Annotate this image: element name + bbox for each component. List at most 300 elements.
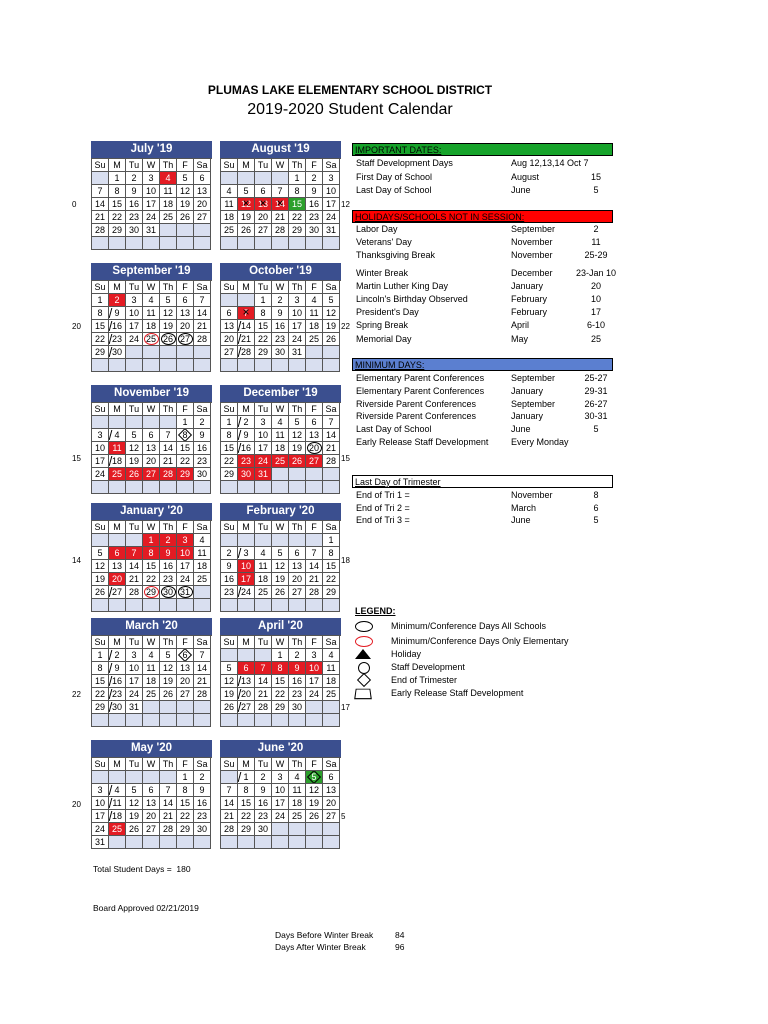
info-row xyxy=(356,490,621,502)
empty-day-cell xyxy=(255,714,272,727)
empty-day-cell xyxy=(177,359,194,372)
month-grid xyxy=(91,520,212,612)
empty-day-cell xyxy=(272,534,289,547)
day-cell: 10 xyxy=(306,662,323,675)
day-cell: 25 xyxy=(109,468,126,481)
day-cell: 15 xyxy=(323,560,340,573)
day-cell: 1 xyxy=(177,416,194,429)
day-cell: 2 xyxy=(194,416,211,429)
day-cell: 18 xyxy=(143,320,160,333)
row-month: June xyxy=(511,424,531,435)
empty-day-cell xyxy=(194,481,211,494)
day-cell: 3 xyxy=(126,649,143,662)
day-cell: 20 xyxy=(238,688,255,701)
empty-day-cell xyxy=(177,237,194,250)
empty-day-cell xyxy=(109,237,126,250)
day-cell: 28 xyxy=(306,586,323,599)
empty-day-cell xyxy=(194,714,211,727)
important-dates-header: IMPORTANT DATES: xyxy=(352,143,613,156)
empty-day-cell xyxy=(109,836,126,849)
day-cell: 16 xyxy=(255,797,272,810)
empty-day-cell xyxy=(323,701,340,714)
info-row xyxy=(356,172,621,184)
weekday-label: F xyxy=(306,758,323,771)
row-month: February xyxy=(511,294,548,304)
day-cell: 19 xyxy=(289,442,306,455)
day-cell: 8 xyxy=(272,662,289,675)
day-cell: 21 xyxy=(306,573,323,586)
day-cell: 12 xyxy=(289,429,306,442)
weekday-label: M xyxy=(109,403,126,416)
day-cell: 20 xyxy=(177,320,194,333)
day-cell: 2 xyxy=(238,416,255,429)
day-cell: 6 xyxy=(238,662,255,675)
day-cell: 27 xyxy=(143,823,160,836)
day-cell: 12 xyxy=(126,797,143,810)
day-cell: 5 xyxy=(126,784,143,797)
day-cell: 17 xyxy=(92,455,109,468)
day-cell: 23 xyxy=(126,211,143,224)
weekday-label: M xyxy=(109,159,126,172)
row-day: 2 xyxy=(593,224,599,234)
weekday-label: W xyxy=(143,159,160,172)
day-cell: 17 xyxy=(126,675,143,688)
row-label: Staff Development Days xyxy=(356,158,453,168)
empty-day-cell xyxy=(323,836,340,849)
day-cell: 20 xyxy=(177,675,194,688)
weekday-label: Su xyxy=(92,159,109,172)
day-cell: 13 xyxy=(323,784,340,797)
empty-day-cell xyxy=(323,346,340,359)
weekday-label: Tu xyxy=(126,636,143,649)
day-cell: 27 xyxy=(143,468,160,481)
month-header: August '19 xyxy=(220,141,341,158)
row-month: September xyxy=(511,224,556,234)
day-cell: 2 xyxy=(221,547,238,560)
empty-day-cell xyxy=(238,359,255,372)
weekday-label: Tu xyxy=(126,403,143,416)
info-row xyxy=(356,268,621,280)
month-day-count: 14 xyxy=(72,556,81,565)
day-cell: 26 xyxy=(126,823,143,836)
day-cell: 29 xyxy=(238,823,255,836)
day-cell: 21 xyxy=(92,211,109,224)
day-cell: 17 xyxy=(126,320,143,333)
day-cell: 1 xyxy=(143,534,160,547)
day-cell: 9 xyxy=(194,429,211,442)
day-cell: 1 xyxy=(255,294,272,307)
legend-label: End of Trimester xyxy=(391,675,458,685)
day-cell: 29 xyxy=(323,586,340,599)
empty-day-cell xyxy=(143,771,160,784)
weekday-label: Th xyxy=(160,403,177,416)
empty-day-cell xyxy=(272,237,289,250)
day-cell: 27 xyxy=(323,810,340,823)
weekday-label: Tu xyxy=(255,403,272,416)
empty-day-cell xyxy=(255,359,272,372)
weekday-label: Th xyxy=(160,636,177,649)
day-cell: 27 xyxy=(221,346,238,359)
month-day-count: 22 xyxy=(341,322,350,331)
day-cell: 26 xyxy=(92,586,109,599)
day-cell: 22 xyxy=(177,810,194,823)
day-cell: 7 xyxy=(255,662,272,675)
total-days-value: 180 xyxy=(176,864,191,874)
day-cell: 8 xyxy=(221,429,238,442)
day-cell: 4 xyxy=(323,649,340,662)
row-month: April xyxy=(511,320,530,331)
empty-day-cell xyxy=(272,714,289,727)
day-cell: 26 xyxy=(238,224,255,237)
day-cell: 19 xyxy=(160,320,177,333)
month-day-count: 22 xyxy=(72,690,81,699)
day-cell: 14 xyxy=(221,797,238,810)
day-cell: 18 xyxy=(221,211,238,224)
row-day: 10 xyxy=(590,294,601,304)
day-cell: 26 xyxy=(272,586,289,599)
day-cell: 3 xyxy=(177,534,194,547)
month-grid xyxy=(220,520,341,612)
weekday-label: M xyxy=(238,403,255,416)
day-cell: 25 xyxy=(109,823,126,836)
day-cell: 10 xyxy=(92,797,109,810)
day-cell: 11 xyxy=(323,662,340,675)
row-month: November xyxy=(511,490,553,500)
empty-day-cell xyxy=(126,237,143,250)
weekday-label: F xyxy=(306,281,323,294)
month-header: October '19 xyxy=(220,263,341,280)
empty-day-cell xyxy=(160,359,177,372)
day-cell: 4 xyxy=(272,416,289,429)
info-row xyxy=(356,281,621,293)
day-cell: 11 xyxy=(272,429,289,442)
days-after-winter-break xyxy=(275,942,405,952)
day-cell: 17 xyxy=(323,198,340,211)
day-cell: 29 xyxy=(177,823,194,836)
empty-day-cell xyxy=(306,599,323,612)
day-cell: 28 xyxy=(238,346,255,359)
day-cell: 24 xyxy=(323,211,340,224)
day-cell: 30 xyxy=(126,224,143,237)
day-cell: 28 xyxy=(323,455,340,468)
legend-label: Early Release Staff Development xyxy=(391,688,524,698)
day-cell: 25 xyxy=(194,573,211,586)
month-grid xyxy=(91,158,212,250)
empty-day-cell xyxy=(306,468,323,481)
empty-day-cell xyxy=(255,237,272,250)
row-label: Elementary Parent Conferences xyxy=(356,385,485,396)
day-cell: 18 xyxy=(143,675,160,688)
day-cell: 21 xyxy=(272,211,289,224)
empty-day-cell xyxy=(238,172,255,185)
empty-day-cell xyxy=(177,714,194,727)
day-cell: 27 xyxy=(238,701,255,714)
empty-day-cell xyxy=(92,599,109,612)
day-cell: 4 xyxy=(109,784,126,797)
day-cell: 12 xyxy=(272,560,289,573)
row-day: 20 xyxy=(590,280,601,291)
row-month: August xyxy=(511,171,540,182)
day-cell: 25 xyxy=(272,455,289,468)
day-cell: 14 xyxy=(160,442,177,455)
empty-day-cell xyxy=(194,586,211,599)
day-cell: 1 xyxy=(92,294,109,307)
info-row xyxy=(356,307,621,319)
day-cell: 10 xyxy=(323,185,340,198)
day-cell: 31 xyxy=(177,586,194,599)
month-header: June '20 xyxy=(220,740,341,757)
empty-day-cell xyxy=(272,836,289,849)
day-cell: 31 xyxy=(255,468,272,481)
weekday-label: W xyxy=(143,281,160,294)
empty-day-cell xyxy=(126,714,143,727)
day-cell: 25 xyxy=(221,224,238,237)
weekday-label: Su xyxy=(221,281,238,294)
day-cell: 7 xyxy=(126,547,143,560)
day-cell: 13 xyxy=(289,560,306,573)
day-cell: 6 xyxy=(177,294,194,307)
empty-day-cell xyxy=(143,359,160,372)
empty-day-cell xyxy=(92,359,109,372)
row-label: Labor Day xyxy=(356,224,398,234)
month-10 xyxy=(91,740,212,849)
empty-day-cell xyxy=(306,701,323,714)
empty-day-cell xyxy=(160,714,177,727)
empty-day-cell xyxy=(238,599,255,612)
day-cell: 27 xyxy=(109,586,126,599)
day-cell: 14 xyxy=(238,320,255,333)
day-cell: 10 xyxy=(272,784,289,797)
day-cell: 30 xyxy=(194,823,211,836)
day-cell: 24 xyxy=(92,823,109,836)
legend-title: LEGEND: xyxy=(355,606,396,616)
row-label: Veterans' Day xyxy=(356,237,412,248)
day-cell: 30 xyxy=(255,823,272,836)
empty-day-cell xyxy=(92,416,109,429)
row-label: Last Day of School xyxy=(356,424,432,435)
day-cell: 14 xyxy=(92,198,109,211)
day-cell: 15 xyxy=(289,198,306,211)
row-month: June xyxy=(511,185,531,195)
empty-day-cell xyxy=(289,468,306,481)
month-2 xyxy=(91,263,212,372)
day-cell: 21 xyxy=(126,573,143,586)
day-cell: 1 xyxy=(238,771,255,784)
day-cell: 2 xyxy=(126,172,143,185)
row-day: 29-31 xyxy=(584,385,608,396)
day-cell: 26 xyxy=(323,333,340,346)
month-day-count: 5 xyxy=(341,812,346,821)
day-cell: 8 xyxy=(323,547,340,560)
weekday-label: Th xyxy=(289,403,306,416)
day-cell: 8 xyxy=(109,185,126,198)
day-cell: 9 xyxy=(221,560,238,573)
day-cell: 6 xyxy=(221,307,238,320)
day-cell: 8 xyxy=(177,784,194,797)
row-day: 5 xyxy=(593,424,599,435)
row-day: 8 xyxy=(593,490,599,500)
weekday-label: F xyxy=(306,521,323,534)
day-cell: 5 xyxy=(289,416,306,429)
weekday-label: Tu xyxy=(255,636,272,649)
day-cell: 14 xyxy=(126,560,143,573)
empty-day-cell xyxy=(306,359,323,372)
day-cell: 29 xyxy=(255,346,272,359)
weekday-label: F xyxy=(177,521,194,534)
weekday-label: Su xyxy=(221,521,238,534)
weekday-label: W xyxy=(143,403,160,416)
month-9 xyxy=(220,618,341,727)
month-day-count: 17 xyxy=(341,703,350,712)
empty-day-cell xyxy=(255,649,272,662)
day-cell: 4 xyxy=(289,771,306,784)
empty-day-cell xyxy=(323,823,340,836)
day-cell: 12 xyxy=(92,560,109,573)
row-day: 25-27 xyxy=(584,373,608,383)
month-day-count: 0 xyxy=(72,200,77,209)
day-cell: 6 xyxy=(177,649,194,662)
weekday-label: Th xyxy=(160,521,177,534)
row-label: Lincoln's Birthday Observed xyxy=(356,294,468,304)
empty-day-cell xyxy=(126,836,143,849)
diamond-icon xyxy=(357,673,371,687)
empty-day-cell xyxy=(109,359,126,372)
empty-day-cell xyxy=(92,172,109,185)
day-cell: 25 xyxy=(289,810,306,823)
day-cell: 21 xyxy=(160,455,177,468)
empty-day-cell xyxy=(306,346,323,359)
day-cell: 7 × xyxy=(238,307,255,320)
empty-day-cell xyxy=(221,237,238,250)
day-cell: 5 xyxy=(238,185,255,198)
weekday-label: Sa xyxy=(194,159,211,172)
day-cell: 3 xyxy=(126,294,143,307)
empty-day-cell xyxy=(143,599,160,612)
weekday-label: F xyxy=(306,636,323,649)
row-label: Memorial Day xyxy=(356,333,412,344)
day-cell: 18 xyxy=(109,810,126,823)
day-cell: 1 xyxy=(92,649,109,662)
day-cell: 24 xyxy=(126,688,143,701)
row-label: First Day of School xyxy=(356,171,433,182)
row-label: Last Day of School xyxy=(356,185,432,195)
empty-day-cell xyxy=(238,481,255,494)
empty-day-cell xyxy=(238,714,255,727)
empty-day-cell xyxy=(126,359,143,372)
day-cell: 12 × xyxy=(238,198,255,211)
day-cell: 10 xyxy=(289,307,306,320)
empty-day-cell xyxy=(289,836,306,849)
day-cell: 20 xyxy=(255,211,272,224)
day-cell: 11 xyxy=(160,185,177,198)
day-cell: 16 xyxy=(194,797,211,810)
day-cell: 26 xyxy=(221,701,238,714)
day-cell: 17 xyxy=(289,320,306,333)
day-cell: 10 xyxy=(238,560,255,573)
day-cell: 17 xyxy=(143,198,160,211)
day-cell: 5 xyxy=(160,294,177,307)
day-cell: 12 xyxy=(160,307,177,320)
info-row xyxy=(356,224,621,236)
day-cell: 3 xyxy=(306,649,323,662)
empty-day-cell xyxy=(160,599,177,612)
day-cell: 3 xyxy=(323,172,340,185)
info-row xyxy=(356,411,621,423)
empty-day-cell xyxy=(126,771,143,784)
day-cell: 5 xyxy=(323,294,340,307)
empty-day-cell xyxy=(143,836,160,849)
empty-day-cell xyxy=(177,224,194,237)
weekday-label: Sa xyxy=(194,403,211,416)
day-cell: 28 xyxy=(160,823,177,836)
day-cell: 13 xyxy=(306,429,323,442)
day-cell: 18 xyxy=(323,675,340,688)
day-cell: 29 xyxy=(221,468,238,481)
day-cell: 29 xyxy=(177,468,194,481)
month-day-count: 15 xyxy=(341,454,350,463)
day-cell: 29 xyxy=(92,701,109,714)
day-cell: 1 xyxy=(289,172,306,185)
row-month: June xyxy=(511,515,531,525)
info-row xyxy=(356,399,621,411)
weekday-label: Sa xyxy=(323,636,340,649)
empty-day-cell xyxy=(194,701,211,714)
day-cell: 19 xyxy=(306,797,323,810)
row-day: 6-10 xyxy=(586,320,605,331)
day-cell: 4 xyxy=(306,294,323,307)
day-cell: 30 xyxy=(238,468,255,481)
empty-day-cell xyxy=(323,481,340,494)
month-grid xyxy=(220,280,341,372)
empty-day-cell xyxy=(238,237,255,250)
day-cell: 30 xyxy=(306,224,323,237)
weekday-label: M xyxy=(238,281,255,294)
empty-day-cell xyxy=(238,294,255,307)
month-3 xyxy=(220,263,341,372)
empty-day-cell xyxy=(160,836,177,849)
empty-day-cell xyxy=(272,599,289,612)
day-cell: 27 xyxy=(289,586,306,599)
day-cell: 11 xyxy=(255,560,272,573)
row-day: 25-29 xyxy=(584,250,608,261)
weekday-label: F xyxy=(177,758,194,771)
row-label: End of Tri 1 = xyxy=(356,490,410,500)
day-cell: 6 xyxy=(306,416,323,429)
empty-day-cell xyxy=(92,237,109,250)
day-cell: 29 xyxy=(92,346,109,359)
day-cell: 31 xyxy=(289,346,306,359)
day-cell: 13 xyxy=(221,320,238,333)
day-cell: 2 xyxy=(255,771,272,784)
day-cell: 15 xyxy=(272,675,289,688)
day-cell: 19 xyxy=(126,810,143,823)
empty-day-cell xyxy=(272,468,289,481)
day-cell: 4 xyxy=(255,547,272,560)
empty-day-cell xyxy=(160,237,177,250)
day-cell: 24 xyxy=(143,211,160,224)
month-day-count: 18 xyxy=(341,556,350,565)
row-month: Every Monday xyxy=(511,437,569,447)
weekday-label: Sa xyxy=(194,521,211,534)
empty-day-cell xyxy=(194,346,211,359)
weekday-label: Tu xyxy=(126,159,143,172)
day-cell: 20 xyxy=(143,810,160,823)
day-cell: 7 xyxy=(272,185,289,198)
row-day: 23-Jan 10 xyxy=(575,267,617,278)
empty-day-cell xyxy=(306,836,323,849)
weekday-label: Su xyxy=(92,521,109,534)
day-cell: 23 xyxy=(160,573,177,586)
